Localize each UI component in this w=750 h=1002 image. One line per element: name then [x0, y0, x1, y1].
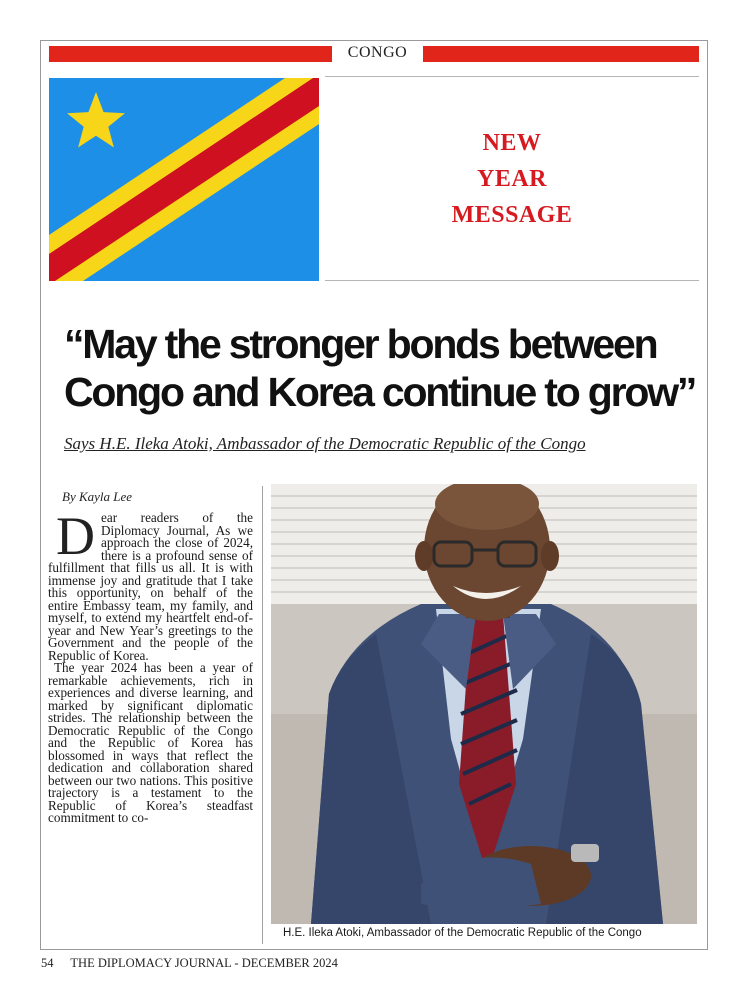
- subheadline: Says H.E. Ileka Atoki, Ambassador of the Democratic Republic of the Congo: [64, 434, 586, 453]
- paragraph-1-text: ear readers of the Diplomacy Journal, As we approach the close of 2024, there is a profound sense of fulfillment that fills us all. It is with immense joy and gratitude that I take this opportunity, on behalf of the entire Embassy team, my family, and myself, to extend my heartfelt end-of-year and New Year’s greetings to the Government and the people of the Republic of Korea.: [48, 512, 253, 663]
- section-bar-left: [49, 46, 332, 62]
- drop-cap: D: [56, 512, 95, 566]
- publication-line: THE DIPLOMACY JOURNAL - DECEMBER 2024: [70, 956, 338, 970]
- page-footer: [41, 956, 338, 971]
- article-paragraph-1: [48, 512, 253, 662]
- section-header: [49, 46, 699, 62]
- headline-line-2: Congo and Korea continue to grow”: [64, 369, 696, 415]
- article-body: [48, 512, 253, 948]
- photo-caption: H.E. Ileka Atoki, Ambassador of the Democratic Republic of the Congo: [283, 927, 642, 939]
- section-bar-right: [423, 46, 699, 62]
- column-divider: [262, 486, 263, 944]
- drc-flag: [49, 78, 319, 281]
- message-line-3: MESSAGE: [451, 202, 573, 228]
- message-line-2: YEAR: [476, 166, 547, 192]
- message-line-1: NEW: [482, 130, 542, 156]
- rule-top: [325, 76, 699, 77]
- new-year-message-box: [325, 78, 699, 281]
- section-label: CONGO: [347, 44, 408, 61]
- ambassador-photo: [271, 484, 697, 924]
- article-paragraph-2: The year 2024 has been a year of remarkable achievements, rich in experiences and diverse learning, and marked by significant diplomatic strides. The relationship between the Democratic Republic of the Congo and the Republic of Korea has blossomed in ways that reflect the dedication and collaboration shared between our two nations. This positive trajectory is a testament to the Republic of Korea’s steadfast commitment to co-: [48, 660, 253, 825]
- page-number: 54: [41, 956, 54, 970]
- byline: By Kayla Lee: [62, 489, 133, 504]
- headline-line-1: “May the stronger bonds between: [64, 321, 657, 367]
